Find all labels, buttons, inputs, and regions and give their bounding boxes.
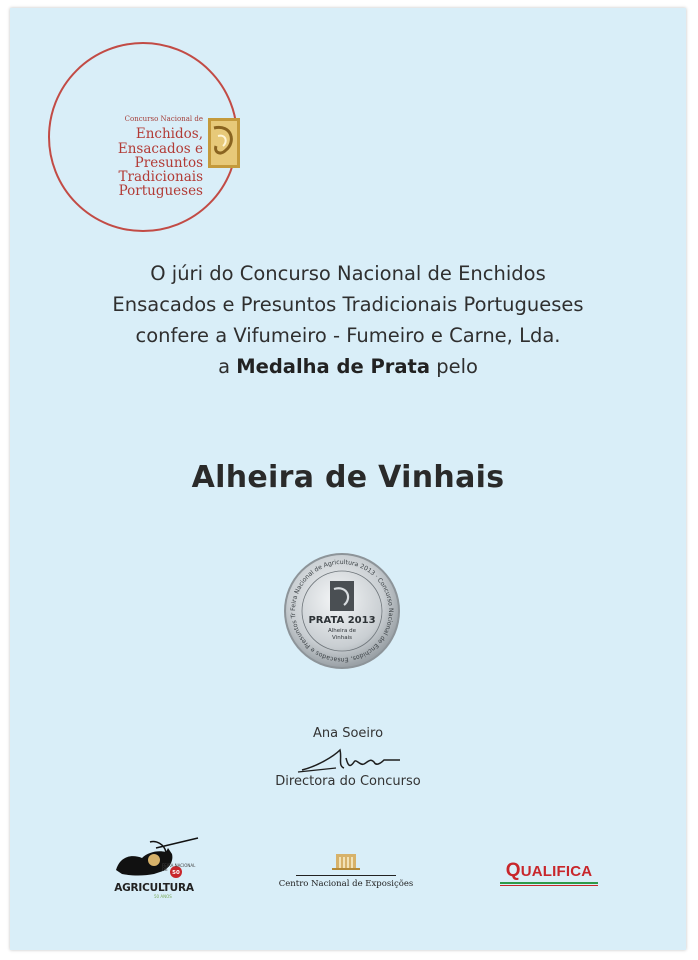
medal-product-line1: Alheira de — [328, 628, 356, 634]
statement-line-4 — [10, 351, 686, 382]
silver-medal — [282, 551, 402, 671]
medal-emblem-icon — [330, 581, 354, 611]
product-name: Alheira de Vinhais — [191, 460, 505, 495]
medal-product-line2: Vinhais — [332, 635, 352, 641]
svg-text:50: 50 — [172, 870, 180, 876]
award-statement — [10, 258, 686, 382]
agri-small-text: FEIRA NACIONAL DE — [162, 863, 196, 872]
competition-seal — [48, 42, 238, 232]
bull-icon — [102, 834, 206, 882]
qualifica-rest: UALIFICA — [520, 863, 593, 880]
building-icon — [276, 846, 416, 878]
statement-line-4-post: pelo — [430, 355, 478, 378]
feira-agricultura-logo — [102, 834, 206, 904]
statement-line-4-pre: a — [218, 355, 237, 378]
statement-line-3: confere a Vifumeiro - Fumeiro e Carne, Lda. — [135, 324, 561, 347]
statement-line-2: Ensacados e Presuntos Tradicionais Portugueses — [112, 293, 584, 316]
medal-name: Medalha de Prata — [236, 355, 430, 378]
medal-award-text: PRATA 2013 — [308, 615, 376, 626]
cne-logo — [276, 846, 416, 896]
qualifica-wordmark — [494, 860, 604, 882]
signatory-title: Directora do Concurso — [275, 774, 421, 789]
certificate-sheet — [10, 8, 686, 950]
seal-line3: Tradicionais Portugueses — [118, 168, 203, 200]
seal-line2: Ensacados e Presuntos — [117, 140, 203, 171]
agri-anniversary-text: 50 ANOS — [154, 894, 172, 899]
sausage-emblem-icon — [206, 116, 242, 170]
qualifica-underline — [494, 882, 604, 890]
medal-ring-text: Feira Nacional de Agricultura 2013 · Concurso Nacional de Enchidos, Ensacados e Presuntos Tr — [289, 558, 395, 664]
statement-line-1: O júri do Concurso Nacional de Enchidos — [150, 262, 546, 285]
seal-text — [53, 108, 203, 198]
qualifica-q: Q — [505, 860, 521, 881]
handwritten-signature — [296, 744, 406, 776]
agri-big-text: AGRICULTURA — [114, 882, 194, 894]
seal-line1-small: Concurso Nacional de — [124, 115, 203, 123]
seal-line1-big: Enchidos, — [135, 125, 203, 142]
cne-text: Centro Nacional de Exposições — [278, 879, 414, 889]
signatory-name: Ana Soeiro — [312, 726, 384, 741]
qualifica-logo — [494, 860, 604, 890]
